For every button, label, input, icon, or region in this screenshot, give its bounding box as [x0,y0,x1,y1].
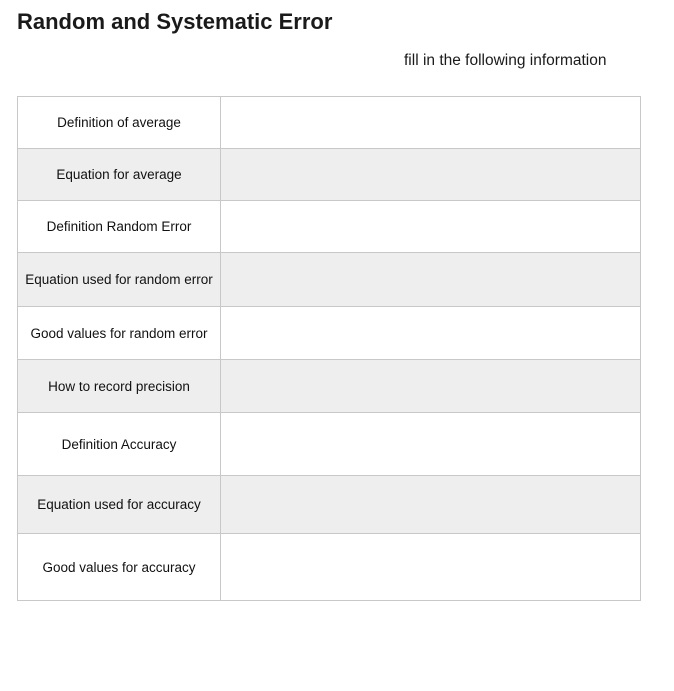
answer-cell[interactable] [221,413,641,476]
row-label: Good values for random error [18,307,221,360]
table-row [18,201,641,253]
answer-cell[interactable] [221,534,641,601]
row-label: Equation used for accuracy [18,476,221,534]
answer-cell[interactable] [221,253,641,307]
page-title: Random and Systematic Error [17,9,333,34]
worksheet-table [17,96,641,601]
table-row [18,253,641,307]
row-label: Equation for average [18,149,221,201]
row-label: Good values for accuracy [18,534,221,601]
table-row [18,476,641,534]
row-label: Definition of average [18,97,221,149]
row-label: How to record precision [18,360,221,413]
table-row [18,149,641,201]
table-row [18,360,641,413]
table-row [18,534,641,601]
answer-cell[interactable] [221,360,641,413]
table-row [18,413,641,476]
row-label: Definition Random Error [18,201,221,253]
answer-cell[interactable] [221,307,641,360]
answer-cell[interactable] [221,97,641,149]
row-label: Definition Accuracy [18,413,221,476]
row-label: Equation used for random error [18,253,221,307]
answer-cell[interactable] [221,476,641,534]
table-row [18,307,641,360]
instruction-text: fill in the following information [404,52,607,69]
table-row [18,97,641,149]
answer-cell[interactable] [221,201,641,253]
answer-cell[interactable] [221,149,641,201]
